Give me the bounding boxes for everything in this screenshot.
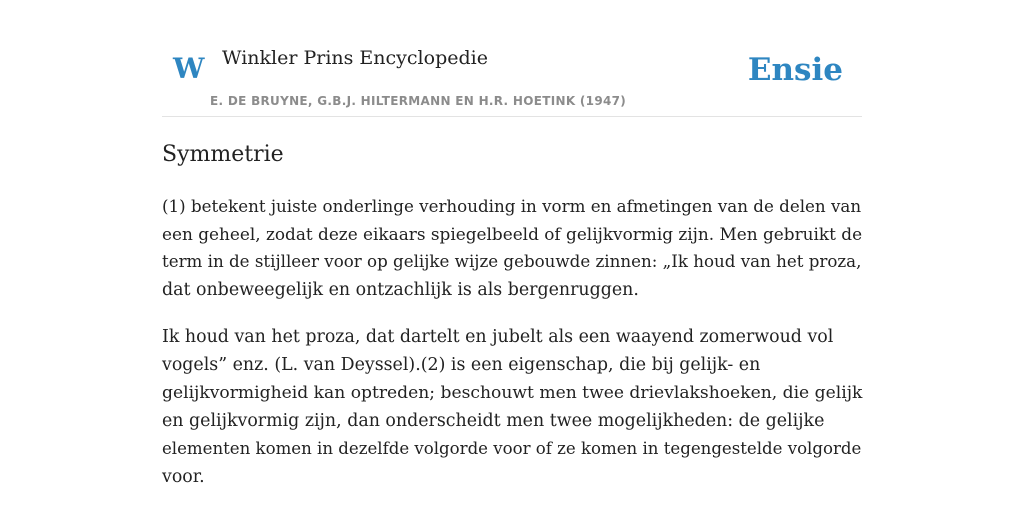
- text-line: dat onbeweegelijk en ontzachlijk is als bergenruggen.: [162, 280, 639, 300]
- encyclopedia-logo[interactable]: W: [173, 52, 205, 85]
- text-line: een geheel, zodat deze eikaars spiegelbeeld of gelijkvormig zijn. Men gebruikt de: [162, 224, 863, 244]
- text-line: gelijkvormigheid kan optreden; beschouwt men twee drievlakshoeken, die gelijk: [162, 383, 863, 403]
- text-line: vogels” enz. (L. van Deyssel).(2) is een eigenschap, die bij gelijk- en: [162, 355, 761, 375]
- text-line: Ik houd van het proza, dat dartelt en jubelt als een waayend zomerwoud vol: [162, 327, 834, 347]
- text-line: (1) betekent juiste onderlinge verhouding in vorm en afmetingen van de delen van: [162, 196, 862, 216]
- text-line: en gelijkvormig zijn, dan onderscheidt men twee mogelijkheden: de gelijke: [162, 411, 825, 431]
- header: [162, 0, 862, 117]
- authors-line: E. DE BRUYNE, G.B.J. HILTERMANN EN H.R. HOETINK (1947): [210, 94, 627, 108]
- text-line: elementen komen in dezelfde volgorde voor of ze komen in tegengestelde volgorde: [162, 439, 862, 458]
- text-line: term in de stijlleer voor op gelijke wijze gebouwde zinnen: „Ik houd van het proza,: [162, 252, 862, 271]
- ensie-logo[interactable]: Ensie: [747, 52, 843, 88]
- book-title[interactable]: Winkler Prins Encyclopedie: [222, 47, 488, 69]
- paragraph-1: [162, 192, 862, 304]
- article-term: Symmetrie: [162, 142, 284, 167]
- paragraph-2: [162, 323, 862, 491]
- page: [162, 0, 862, 512]
- article-body: [162, 192, 862, 510]
- text-line: voor.: [162, 467, 205, 487]
